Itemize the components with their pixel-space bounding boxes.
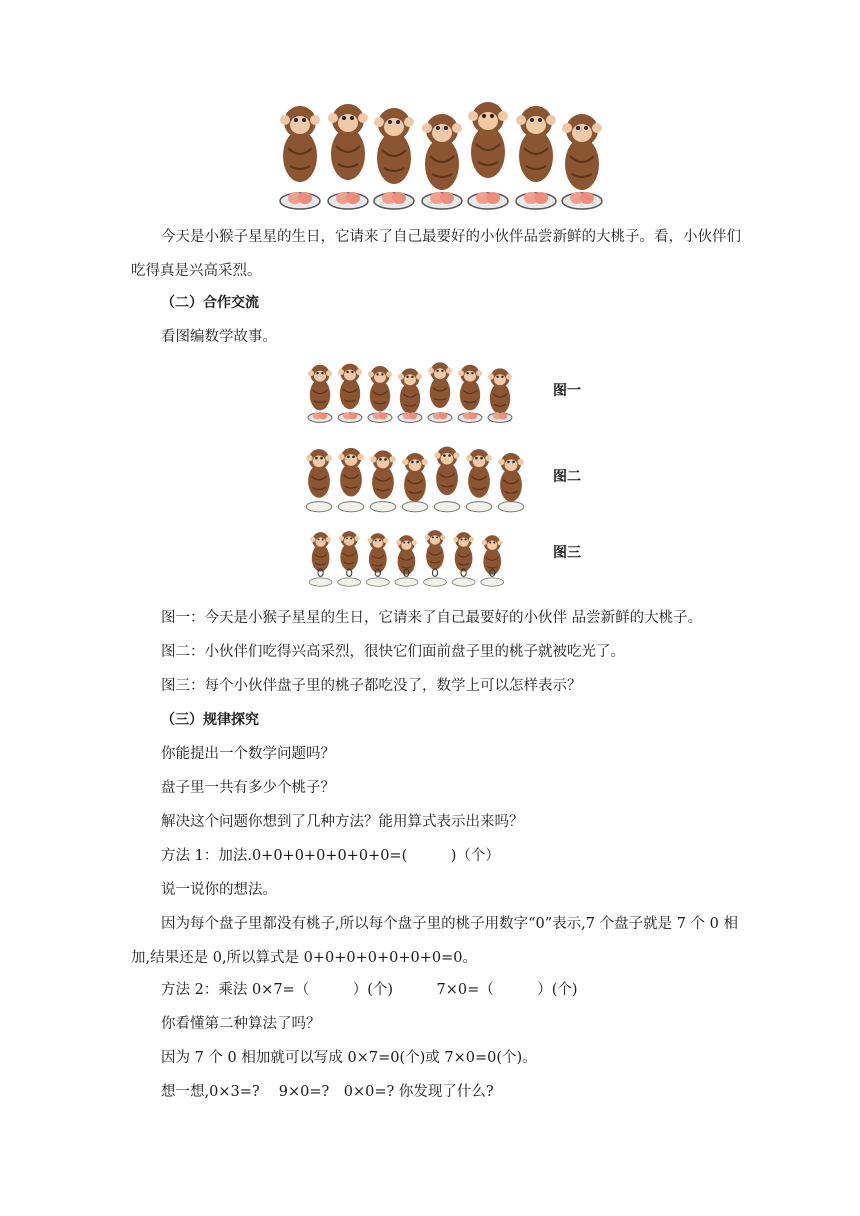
figure-3-caption: 图三：每个小伙伴盘子里的桃子都吃没了，数学上可以怎样表示？: [161, 678, 582, 694]
figure-1-illustration: [305, 360, 525, 430]
figure-3-illustration: [305, 528, 535, 590]
figure-2-caption: 图二：小伙伴们吃得兴高采烈，很快它们面前盘子里的桃子就被吃光了。: [161, 644, 625, 660]
figure-2-illustration: [303, 444, 533, 520]
question-1: 你能提出一个数学问题吗？: [161, 746, 335, 762]
monkeys-peaches-illustration: [270, 98, 620, 216]
think-prompt: 想一想,0×3=? 9×0=? 0×0=? 你发现了什么?: [161, 1084, 494, 1100]
question-2: 盘子里一共有多少个桃子？: [161, 780, 335, 796]
figure-1-caption: 图一：今天是小猴子星星的生日，它请来了自己最要好的小伙伴 品尝新鲜的大桃子。: [161, 610, 703, 626]
method-2: 方法 2：乘法 0×7=（ ）(个) 7×0=（ ）(个): [161, 982, 578, 998]
figure-3-label: 图三: [553, 545, 581, 561]
question-4: 你看懂第二种算法了吗？: [161, 1016, 321, 1032]
explanation-2: 因为 7 个 0 相加就可以写成 0×7=0(个)或 7×0=0(个)。: [161, 1050, 537, 1066]
figure-2-label: 图二: [553, 469, 581, 485]
figure-1-label: 图一: [553, 383, 581, 399]
story-prompt: 看图编数学故事。: [161, 329, 277, 345]
section2-heading: （二）合作交流: [161, 295, 259, 311]
explanation-1: 因为每个盘子里都没有桃子,所以每个盘子里的桃子用数字“0”表示,7 个盘子就是 7 个 0 相加,结果还是 0,所以算式是 0+0+0+0+0+0+0=0。: [131, 916, 738, 966]
section3-heading: （三）规律探究: [161, 712, 259, 728]
say-prompt: 说一说你的想法。: [161, 882, 277, 898]
method-1: 方法 1：加法.0+0+0+0+0+0+0=( )（个）: [161, 848, 500, 864]
intro-paragraph: 今天是小猴子星星的生日，它请来了自己最要好的小伙伴品尝新鲜的大桃子。看，小伙伴们吃得真是兴高采烈。: [131, 229, 741, 279]
question-3: 解决这个问题你想到了几种方法？能用算式表示出来吗？: [161, 814, 524, 830]
